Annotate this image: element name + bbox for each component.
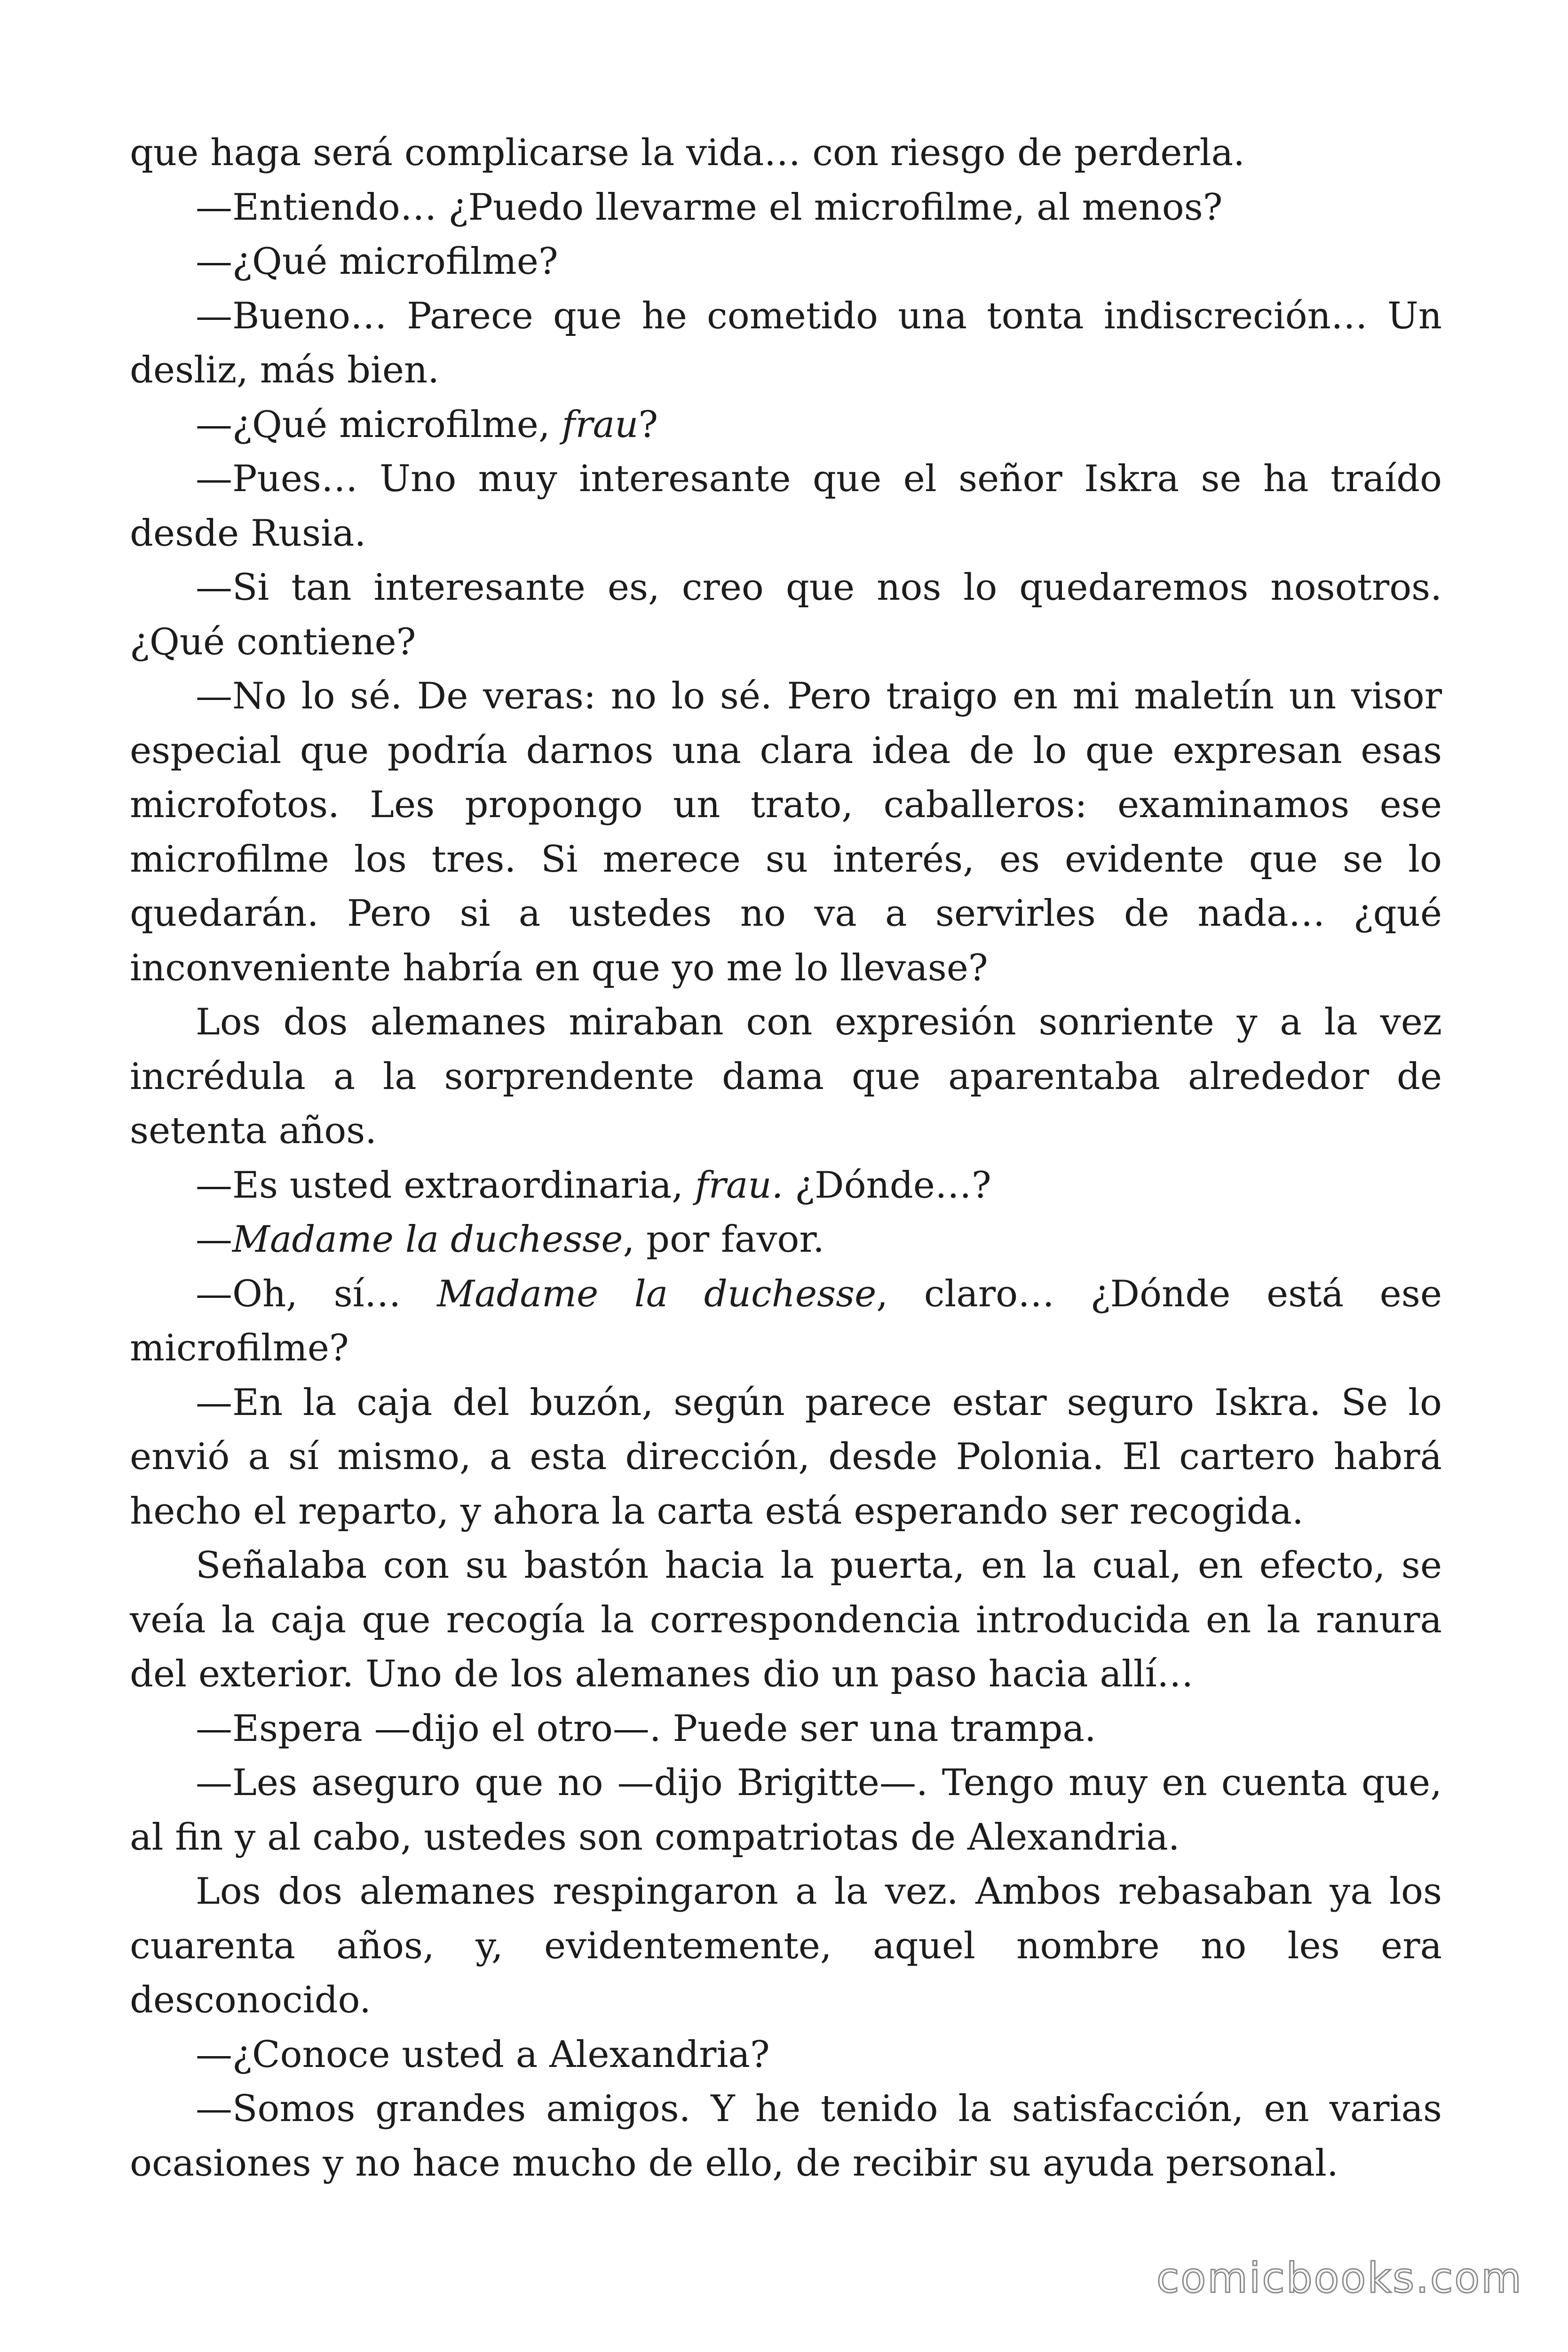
paragraph: —¿Qué microfilme?	[196, 240, 558, 283]
watermark: comicbooks.com	[1156, 2254, 1523, 2302]
paragraph	[130, 1267, 1442, 1376]
text-run: —	[196, 1218, 232, 1261]
paragraph	[130, 1213, 1442, 1267]
italic-text: frau	[562, 403, 639, 446]
paragraph: —¿Conoce usted a Alexandria?	[196, 2033, 770, 2076]
text-run: —Es usted extraordinaria,	[196, 1164, 695, 1207]
paragraph: —Entiendo… ¿Puedo llevarme el microfilme, al menos?	[196, 186, 1223, 229]
paragraph: Los dos alemanes miraban con expresión sonriente y a la vez incrédula a la sorprendente dama que aparentaba alrededor de setenta años.	[130, 1001, 1442, 1152]
paragraph: —Si tan interesante es, creo que nos lo quedaremos nosotros. ¿Qué contiene?	[130, 566, 1442, 663]
text-run: ¿Dónde…?	[783, 1164, 991, 1207]
text-run: , claro… ¿Dónde está ese microfilme?	[130, 1272, 1442, 1369]
paragraph: Señalaba con su bastón hacia la puerta, en la cual, en efecto, se veía la caja que recogía la correspondencia introducida en la ranura del exterior. Uno de los alemanes dio un paso hacia allí…	[130, 1544, 1442, 1695]
paragraph: —No lo sé. De veras: no lo sé. Pero traigo en mi maletín un visor especial que podría darnos una clara idea de lo que expresan esas microfotos. Les propongo un trato, caballeros: examinamos ese microfilme los tres. Si merece su interés, es evidente que se lo quedarán. Pero si a ustedes no va a servirles de nada… ¿qué inconveniente habría en que yo me lo llevase?	[130, 675, 1442, 989]
text-run: ?	[638, 403, 658, 446]
paragraph: —Espera —dijo el otro—. Puede ser una trampa.	[196, 1707, 1096, 1750]
paragraph	[130, 398, 1442, 453]
paragraph	[130, 1159, 1442, 1213]
paragraph: —Les aseguro que no —dijo Brigitte—. Tengo muy en cuenta que, al fin y al cabo, ustedes son compatriotas de Alexandria.	[130, 1762, 1442, 1859]
text-run: —¿Qué microfilme,	[196, 403, 562, 446]
page-text-body	[130, 126, 1442, 2191]
book-page	[130, 126, 1442, 2191]
italic-text: frau.	[695, 1164, 784, 1207]
paragraph: —En la caja del buzón, según parece estar seguro Iskra. Se lo envió a sí mismo, a esta dirección, desde Polonia. El cartero habrá hecho el reparto, y ahora la carta está esperando ser recogida.	[130, 1381, 1442, 1533]
italic-text: Madame la duchesse	[232, 1218, 623, 1261]
paragraph: Los dos alemanes respingaron a la vez. Ambos rebasaban ya los cuarenta años, y, evidentemente, aquel nombre no les era desconocido.	[130, 1870, 1442, 2021]
paragraph: —Pues… Uno muy interesante que el señor Iskra se ha traído desde Rusia.	[130, 458, 1442, 555]
italic-text: Madame la duchesse	[437, 1272, 877, 1315]
text-run: —Oh, sí…	[196, 1272, 437, 1315]
paragraph: —Somos grandes amigos. Y he tenido la satisfacción, en varias ocasiones y no hace mucho de ello, de recibir su ayuda personal.	[130, 2088, 1442, 2185]
paragraph: que haga será complicarse la vida… con riesgo de perderla.	[130, 132, 1245, 174]
paragraph: —Bueno… Parece que he cometido una tonta indiscreción… Un desliz, más bien.	[130, 294, 1442, 391]
text-run: , por favor.	[623, 1218, 824, 1261]
